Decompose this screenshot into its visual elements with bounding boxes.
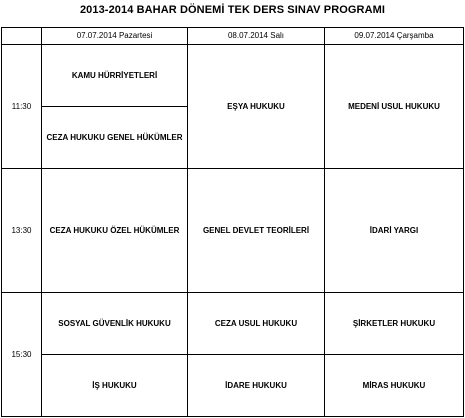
table-row [2, 355, 464, 417]
course-cell: İDARE HUKUKU [188, 355, 325, 417]
table-row [2, 45, 464, 107]
course-cell: EŞYA HUKUKU [188, 45, 325, 169]
course-cell: GENEL DEVLET TEORİLERİ [188, 169, 325, 293]
course-cell: KAMU HÜRRİYETLERİ [42, 45, 188, 107]
course-cell: CEZA HUKUKU ÖZEL HÜKÜMLER [42, 169, 188, 293]
day-header-monday: 07.07.2014 Pazartesi [42, 28, 188, 45]
time-cell-1530: 15:30 [2, 293, 42, 417]
course-cell: CEZA HUKUKU GENEL HÜKÜMLER [42, 107, 188, 169]
table-row [2, 293, 464, 355]
course-cell: SOSYAL GÜVENLİK HUKUKU [42, 293, 188, 355]
header-row [2, 28, 464, 45]
course-cell: CEZA USUL HUKUKU [188, 293, 325, 355]
day-header-tuesday: 08.07.2014 Salı [188, 28, 325, 45]
time-cell-1130: 11:30 [2, 45, 42, 169]
course-cell: ŞİRKETLER HUKUKU [325, 293, 464, 355]
time-cell-1330: 13:30 [2, 169, 42, 293]
exam-schedule-table [1, 27, 464, 417]
course-cell: İDARİ YARGI [325, 169, 464, 293]
course-cell: MEDENİ USUL HUKUKU [325, 45, 464, 169]
corner-cell [2, 28, 42, 45]
day-header-wednesday: 09.07.2014 Çarşamba [325, 28, 464, 45]
course-cell: İŞ HUKUKU [42, 355, 188, 417]
schedule-title: 2013-2014 BAHAR DÖNEMİ TEK DERS SINAV PROGRAMI [79, 4, 386, 16]
table-row [2, 169, 464, 293]
course-cell: MİRAS HUKUKU [325, 355, 464, 417]
